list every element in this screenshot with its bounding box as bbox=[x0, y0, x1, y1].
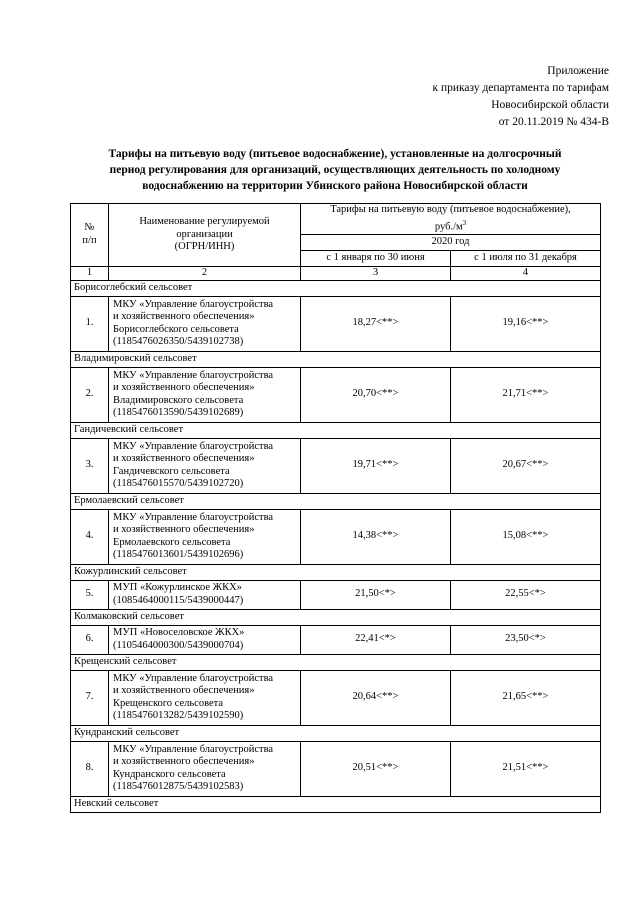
group-name: Невский сельсовет bbox=[71, 796, 601, 812]
table-row bbox=[71, 509, 601, 564]
row-number: 5. bbox=[71, 580, 109, 609]
header-tariff-label: Тарифы на питьевую воду (питьевое водоснабжение), bbox=[330, 204, 571, 215]
table-row bbox=[71, 741, 601, 796]
row-number: 7. bbox=[71, 670, 109, 725]
header-year-cell: 2020 год bbox=[301, 234, 601, 250]
org-line: и хозяйственного обеспечения» bbox=[113, 382, 255, 394]
table-header-row bbox=[71, 204, 601, 235]
row-number: 8. bbox=[71, 741, 109, 796]
org-line: (1185476026350/5439102738) bbox=[113, 336, 244, 348]
org-line: Кундранского сельсовета bbox=[113, 768, 226, 780]
org-line: Ермолаевского сельсовета bbox=[113, 536, 231, 548]
column-number: 2 bbox=[109, 266, 301, 280]
tariff-h2: 20,67<**> bbox=[451, 438, 601, 493]
title-line: период регулирования для организаций, осуществляющих деятельность по холодному bbox=[109, 164, 561, 176]
column-number-row bbox=[71, 266, 601, 280]
header-num-label: № bbox=[84, 222, 95, 234]
appendix-date-line: от 20.11.2019 № 434-В bbox=[498, 116, 609, 128]
tariff-table bbox=[70, 203, 601, 813]
group-name: Ермолаевский сельсовет bbox=[71, 493, 601, 509]
org-line: МКУ «Управление благоустройства bbox=[113, 369, 274, 381]
header-tariff-cell bbox=[301, 204, 601, 235]
header-num-label: п/п bbox=[82, 234, 97, 246]
tariff-h2: 21,51<**> bbox=[451, 741, 601, 796]
org-line: Владимировского сельсовета bbox=[113, 394, 244, 406]
org-line: МУП «Новоселовское ЖКХ» bbox=[113, 627, 245, 639]
group-row bbox=[71, 351, 601, 367]
tariff-h1: 20,70<**> bbox=[301, 367, 451, 422]
column-number: 1 bbox=[71, 266, 109, 280]
tariff-h1: 22,41<*> bbox=[301, 625, 451, 654]
title-line: водоснабжению на территории Убинского района Новосибирской области bbox=[142, 180, 528, 192]
table-row bbox=[71, 438, 601, 493]
org-line: (1185476013601/5439102696) bbox=[113, 549, 244, 561]
header-org-cell bbox=[109, 204, 301, 267]
org-line: (1105464000300/5439000704) bbox=[113, 639, 244, 651]
group-name: Кундранский сельсовет bbox=[71, 725, 601, 741]
header-period2-cell: с 1 июля по 31 декабря bbox=[451, 250, 601, 266]
row-number: 4. bbox=[71, 509, 109, 564]
appendix-line: Приложение bbox=[547, 65, 609, 77]
group-row bbox=[71, 796, 601, 812]
row-number: 3. bbox=[71, 438, 109, 493]
tariff-h1: 20,64<**> bbox=[301, 670, 451, 725]
unit-text: руб./м bbox=[434, 221, 463, 233]
table-row bbox=[71, 670, 601, 725]
header-num-cell bbox=[71, 204, 109, 267]
org-line: МКУ «Управление благоустройства bbox=[113, 743, 274, 755]
column-number: 4 bbox=[451, 266, 601, 280]
header-org-label: Наименование регулируемой bbox=[139, 215, 270, 227]
org-cell bbox=[109, 625, 301, 654]
org-cell bbox=[109, 580, 301, 609]
tariff-h2: 23,50<*> bbox=[451, 625, 601, 654]
title-line: Тарифы на питьевую воду (питьевое водоснабжение), установленные на долгосрочный bbox=[108, 148, 562, 160]
tariff-h2: 19,16<**> bbox=[451, 296, 601, 351]
row-number: 1. bbox=[71, 296, 109, 351]
org-line: (1085464000115/5439000447) bbox=[113, 594, 244, 606]
group-row bbox=[71, 725, 601, 741]
org-line: (1185476015570/5439102720) bbox=[113, 478, 244, 490]
tariff-h1: 20,51<**> bbox=[301, 741, 451, 796]
header-period1-cell: с 1 января по 30 июня bbox=[301, 250, 451, 266]
tariff-h2: 22,55<*> bbox=[451, 580, 601, 609]
org-line: МКУ «Управление благоустройства bbox=[113, 298, 274, 310]
tariff-h1: 14,38<**> bbox=[301, 509, 451, 564]
org-line: Гандичевского сельсовета bbox=[113, 465, 230, 477]
group-name: Крещенский сельсовет bbox=[71, 654, 601, 670]
column-number: 3 bbox=[301, 266, 451, 280]
group-name: Борисоглебский сельсовет bbox=[71, 280, 601, 296]
unit-superscript: 3 bbox=[462, 218, 467, 227]
table-row bbox=[71, 367, 601, 422]
org-line: Крещенского сельсовета bbox=[113, 697, 223, 709]
org-line: (1185476012875/5439102583) bbox=[113, 781, 244, 793]
org-line: (1185476013590/5439102689) bbox=[113, 407, 244, 419]
tariff-h2: 21,71<**> bbox=[451, 367, 601, 422]
document-title bbox=[70, 146, 600, 194]
group-row bbox=[71, 564, 601, 580]
org-line: и хозяйственного обеспечения» bbox=[113, 756, 255, 768]
org-line: МУП «Кожурлинское ЖКХ» bbox=[113, 582, 242, 594]
org-cell bbox=[109, 438, 301, 493]
group-row bbox=[71, 654, 601, 670]
org-cell bbox=[109, 509, 301, 564]
tariff-h2: 15,08<**> bbox=[451, 509, 601, 564]
row-number: 2. bbox=[71, 367, 109, 422]
org-line: и хозяйственного обеспечения» bbox=[113, 685, 255, 697]
header-tariff-unit bbox=[304, 217, 597, 234]
group-name: Колмаковский сельсовет bbox=[71, 609, 601, 625]
org-line: Борисоглебского сельсовета bbox=[113, 323, 239, 335]
appendix-line: Новосибирской области bbox=[491, 99, 609, 111]
group-row bbox=[71, 609, 601, 625]
tariff-h1: 21,50<*> bbox=[301, 580, 451, 609]
org-cell bbox=[109, 741, 301, 796]
table-row bbox=[71, 296, 601, 351]
org-cell bbox=[109, 670, 301, 725]
header-org-label: (ОГРН/ИНН) bbox=[174, 241, 235, 253]
group-name: Владимировский сельсовет bbox=[71, 351, 601, 367]
tariff-h2: 21,65<**> bbox=[451, 670, 601, 725]
group-name: Гандичевский сельсовет bbox=[71, 422, 601, 438]
org-line: и хозяйственного обеспечения» bbox=[113, 453, 255, 465]
group-row bbox=[71, 280, 601, 296]
org-cell bbox=[109, 296, 301, 351]
table-row bbox=[71, 580, 601, 609]
appendix-block bbox=[432, 63, 609, 131]
appendix-line: к приказу департамента по тарифам bbox=[432, 82, 609, 94]
group-name: Кожурлинский сельсовет bbox=[71, 564, 601, 580]
org-line: МКУ «Управление благоустройства bbox=[113, 511, 274, 523]
header-org-label: организации bbox=[176, 228, 233, 240]
tariff-h1: 18,27<**> bbox=[301, 296, 451, 351]
org-line: и хозяйственного обеспечения» bbox=[113, 311, 255, 323]
row-number: 6. bbox=[71, 625, 109, 654]
group-row bbox=[71, 493, 601, 509]
org-cell bbox=[109, 367, 301, 422]
org-line: (1185476013282/5439102590) bbox=[113, 710, 244, 722]
group-row bbox=[71, 422, 601, 438]
org-line: МКУ «Управление благоустройства bbox=[113, 440, 274, 452]
tariff-h1: 19,71<**> bbox=[301, 438, 451, 493]
org-line: и хозяйственного обеспечения» bbox=[113, 524, 255, 536]
table-row bbox=[71, 625, 601, 654]
org-line: МКУ «Управление благоустройства bbox=[113, 672, 274, 684]
